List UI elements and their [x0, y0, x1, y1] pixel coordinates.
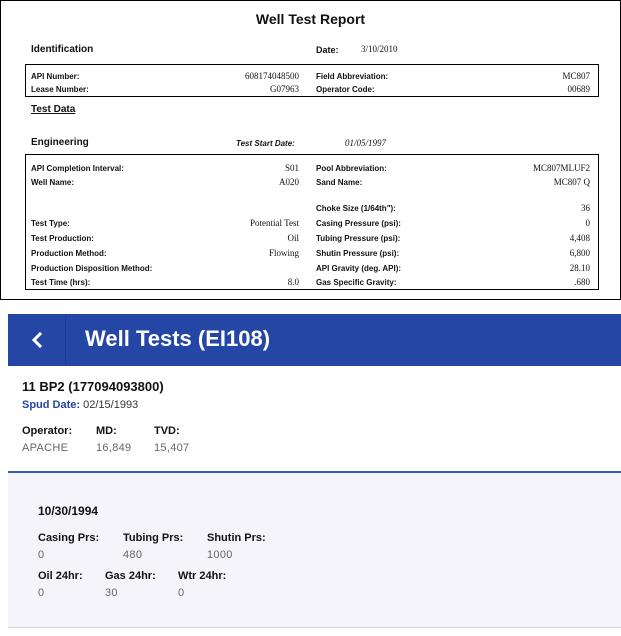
choke-size-label: Choke Size (1/64th"):	[316, 204, 396, 213]
api-gravity-value: 28.10	[569, 263, 590, 273]
casing-pressure-label: Casing Pressure (psi):	[316, 219, 401, 228]
operator-code-label: Operator Code:	[316, 85, 375, 94]
spud-date-label: Spud Date:	[22, 399, 81, 411]
tubing-prs-label: Tubing Prs:	[123, 532, 184, 544]
well-test-card[interactable]	[8, 473, 621, 627]
operator-value: APACHE	[22, 442, 69, 454]
chevron-left-icon	[30, 331, 44, 349]
gas-specific-gravity-value: .680	[574, 277, 590, 287]
spud-date-value: 02/15/1993	[83, 399, 139, 411]
operator-label: Operator:	[22, 425, 73, 437]
oil-24hr-value: 0	[38, 587, 45, 599]
back-button[interactable]	[8, 314, 66, 366]
page-title: Well Tests (EI108)	[85, 326, 271, 351]
test-start-date-value: 01/05/1997	[345, 138, 387, 148]
production-method-value: Flowing	[268, 248, 299, 258]
api-completion-interval-label: API Completion Interval:	[31, 164, 124, 173]
tubing-pressure-value: 4,408	[569, 233, 590, 243]
test-time-value: 8.0	[287, 277, 299, 287]
sand-name-label: Sand Name:	[316, 178, 363, 187]
test-date: 10/30/1994	[38, 504, 99, 518]
identification-box	[25, 64, 599, 97]
identification-heading: Identification	[31, 44, 94, 55]
api-completion-interval-value: S01	[284, 163, 299, 173]
tubing-pressure-label: Tubing Pressure (psi):	[316, 234, 401, 243]
api-gravity-label: API Gravity (deg. API):	[316, 264, 402, 273]
pool-abbreviation-label: Pool Abbreviation:	[316, 164, 387, 173]
gas-24hr-label: Gas 24hr:	[105, 570, 156, 582]
casing-pressure-value: 0	[585, 218, 590, 228]
tubing-prs-value: 480	[123, 549, 143, 561]
engineering-heading: Engineering	[31, 137, 89, 148]
gas-24hr-value: 30	[105, 587, 118, 599]
test-production-value: Oil	[287, 233, 299, 243]
test-start-date-label: Test Start Date:	[236, 139, 295, 148]
test-type-value: Potential Test	[250, 218, 299, 228]
casing-prs-label: Casing Prs:	[38, 532, 100, 544]
app-bar	[8, 314, 621, 366]
well-name: 11 BP2 (177094093800)	[22, 379, 164, 394]
gas-specific-gravity-label: Gas Specific Gravity:	[316, 278, 397, 287]
wtr-24hr-label: Wtr 24hr:	[178, 570, 227, 582]
shutin-pressure-value: 6,800	[569, 248, 590, 258]
well-name-label: Well Name:	[31, 178, 74, 187]
shutin-prs-value: 1000	[207, 549, 233, 561]
report-title: Well Test Report	[255, 11, 366, 27]
well-name-value: A020	[279, 177, 299, 187]
spud-date	[22, 399, 138, 411]
md-label: MD:	[96, 425, 117, 437]
test-production-label: Test Production:	[31, 234, 94, 243]
test-type-label: Test Type:	[31, 219, 70, 228]
oil-24hr-label: Oil 24hr:	[38, 570, 83, 582]
lease-number-label: Lease Number:	[31, 85, 89, 94]
choke-size-value: 36	[581, 203, 590, 213]
test-time-label: Test Time (hrs):	[31, 278, 91, 287]
lease-number-value: G07963	[270, 84, 299, 94]
operator-code-value: 00689	[567, 84, 590, 94]
pool-abbreviation-value: MC807MLUF2	[532, 163, 590, 173]
report-date-label: Date:	[316, 45, 339, 55]
api-number-label: API Number:	[31, 72, 80, 81]
tvd-value: 15,407	[154, 442, 190, 454]
well-test-report	[0, 0, 621, 300]
sand-name-value: MC807 Q	[553, 177, 590, 187]
shutin-prs-label: Shutin Prs:	[207, 532, 266, 544]
mobile-well-tests-screen	[8, 314, 621, 636]
api-number-value: 608174048500	[245, 71, 299, 81]
casing-prs-value: 0	[38, 549, 45, 561]
test-data-heading: Test Data	[31, 104, 76, 115]
card-bottom-border	[8, 627, 621, 628]
shutin-pressure-label: Shutin Pressure (psi):	[316, 249, 400, 258]
field-abbreviation-value: MC807	[562, 71, 590, 81]
production-method-label: Production Method:	[31, 249, 107, 258]
md-value: 16,849	[96, 442, 132, 454]
field-abbreviation-label: Field Abbreviation:	[316, 72, 389, 81]
production-disposition-label: Production Disposition Method:	[31, 264, 153, 273]
tvd-label: TVD:	[154, 425, 180, 437]
report-date-value: 3/10/2010	[361, 44, 398, 54]
wtr-24hr-value: 0	[178, 587, 185, 599]
